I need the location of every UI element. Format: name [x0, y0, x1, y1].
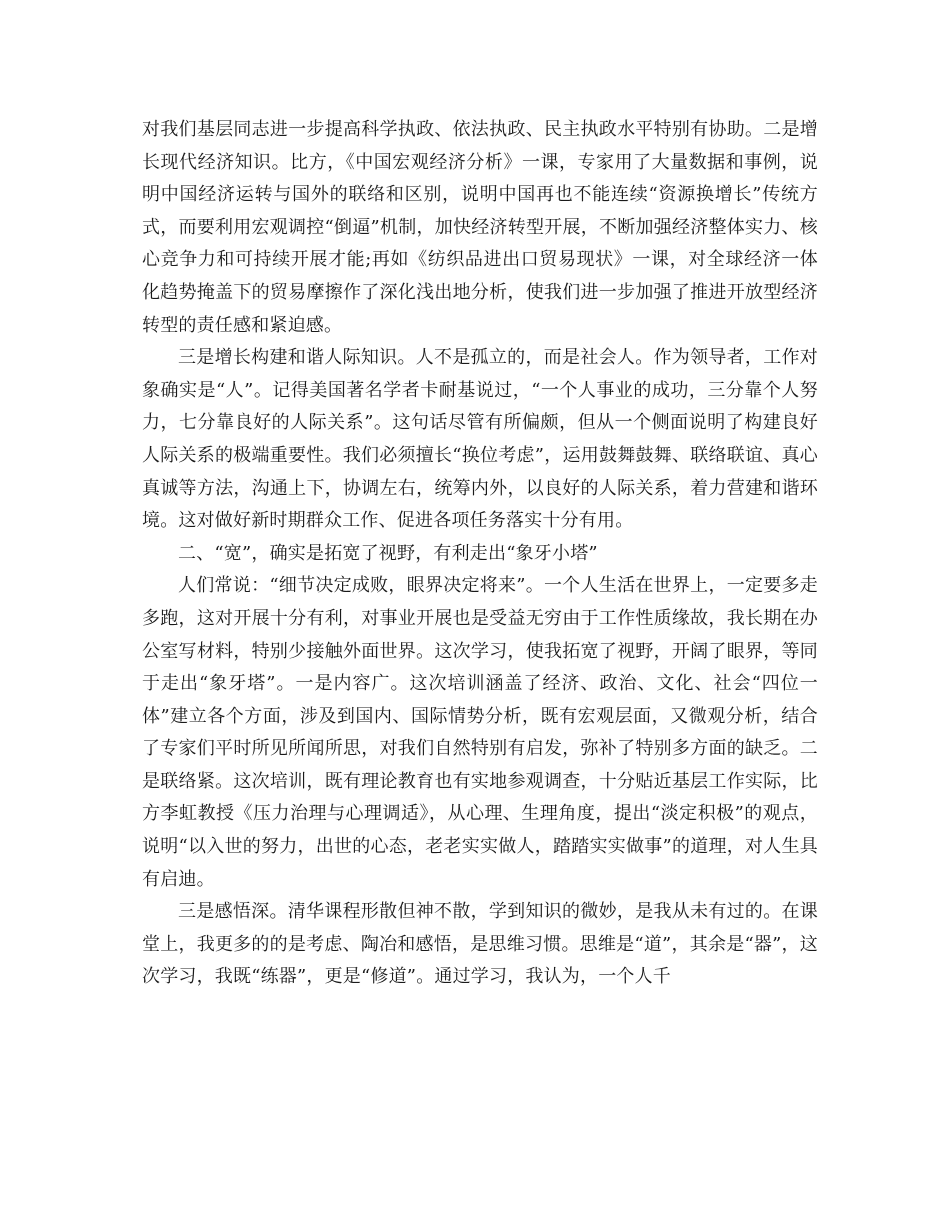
paragraph-1: 对我们基层同志进一步提高科学执政、依法执政、民主执政水平特别有协助。二是增长现代经济知识。比方，《中国宏观经济分析》一课，专家用了大量数据和事例，说明中国经济运转与国外的联络和区别，说明中国再也不能连续“资源换增长”传统方式，而要利用宏观调控“倒逼”机制，加快经济转型开展，不断加强经济整体实力、核心竞争力和可持续开展才能;再如《纺织品进出口贸易现状》一课，对全球经济一体化趋势掩盖下的贸易摩擦作了深化浅出地分析，使我们进一步加强了推进开放型经济转型的责任感和紧迫感。	[142, 119, 818, 336]
section-heading: 二、“宽”，确实是拓宽了视野，有利走出“象牙小塔”	[178, 542, 598, 564]
paragraph-3: 人们常说：“细节决定成败，眼界决定将来”。一个人生活在世界上，一定要多走多跑，这对开展十分有利，对事业开展也是受益无穷由于工作性质缘故，我长期在办公室写材料，特别少接触外面世界。这次学习，使我拓宽了视野，开阔了眼界，等同于走出“象牙塔”。一是内容广。这次培训涵盖了经济、政治、文化、社会“四位一体”建立各个方面，涉及到国内、国际情势分析，既有宏观层面，又微观分析，结合了专家们平时所见所闻所思，对我们自然特别有启发，弥补了特别多方面的缺乏。二是联络紧。这次培训，既有理论教育也有实地参观调查，十分贴近基层工作实际，比方李虹教授《压力治理与心理调适》，从心理、生理角度，提出“淡定积极”的观点，说明“以入世的努力，出世的心态，老老实实做人，踏踏实实做事”的道理，对人生具有启迪。	[142, 575, 818, 890]
paragraph-2: 三是增长构建和谐人际知识。人不是孤立的，而是社会人。作为领导者，工作对象确实是“人”。记得美国著名学者卡耐基说过，“一个人事业的成功，三分靠个人努力，七分靠良好的人际关系”。这句话尽管有所偏颇，但从一个侧面说明了构建良好人际关系的极端重要性。我们必须擅长“换位考虑”，运用鼓舞鼓舞、联络联谊、真心真诚等方法，沟通上下，协调左右，统筹内外，以良好的人际关系，着力营建和谐环境。这对做好新时期群众工作、促进各项任务落实十分有用。	[142, 347, 818, 532]
document-body	[142, 114, 818, 994]
paragraph-4: 三是感悟深。清华课程形散但神不散，学到知识的微妙，是我从未有过的。在课堂上，我更多的的是考虑、陶冶和感悟，是思维习惯。思维是“道”，其余是“器”，这次学习，我既“练器”，更是“修道”。通过学习，我认为，一个人千	[142, 901, 818, 988]
